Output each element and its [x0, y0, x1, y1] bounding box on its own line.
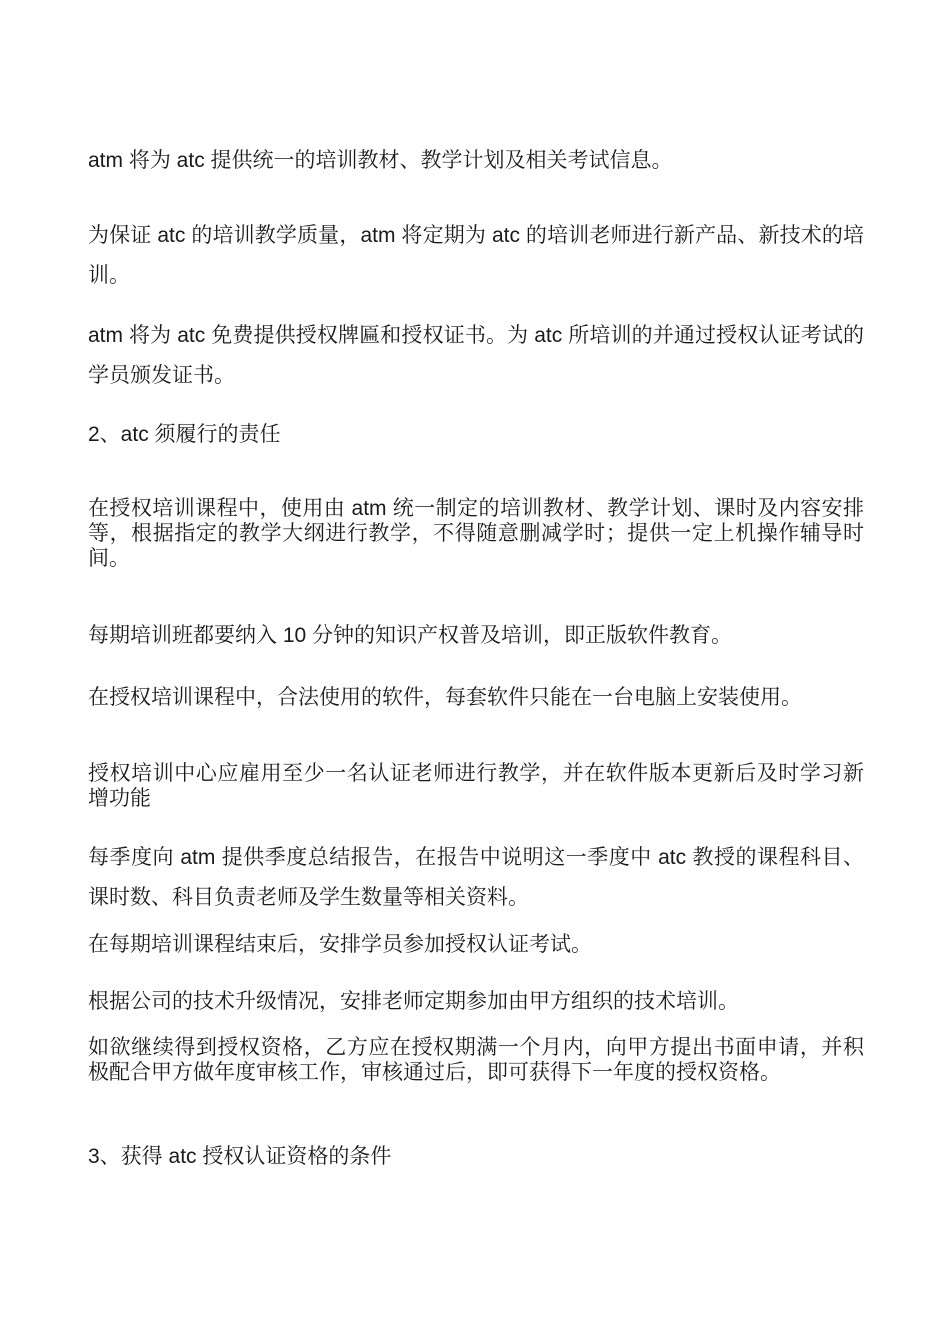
- paragraph-software-license: 在授权培训课程中，合法使用的软件，每套软件只能在一台电脑上安装使用。: [88, 686, 802, 709]
- paragraph-ip-education: 每期培训班都要纳入 10 分钟的知识产权普及培训，即正版软件教育。: [88, 624, 733, 647]
- section-heading-responsibilities: 2、atc 须履行的责任: [88, 423, 281, 446]
- paragraph-training-materials: atm 将为 atc 提供统一的培训教材、教学计划及相关考试信息。: [88, 149, 673, 172]
- paragraph-curriculum: 在授权培训课程中，使用由 atm 统一制定的培训教材、教学计划、课时及内容安排等，根据指定的教学大纲进行教学，不得随意删减学时；提供一定上机操作辅导时间。: [88, 497, 864, 570]
- section-heading-conditions: 3、获得 atc 授权认证资格的条件: [88, 1145, 392, 1168]
- paragraph-tech-upgrade: 根据公司的技术升级情况，安排老师定期参加由甲方组织的技术培训。: [88, 990, 739, 1013]
- paragraph-exam: 在每期培训课程结束后，安排学员参加授权认证考试。: [88, 933, 592, 956]
- paragraph-certified-teacher: 授权培训中心应雇用至少一名认证老师进行教学，并在软件版本更新后及时学习新增功能: [88, 762, 864, 810]
- paragraph-certificates: atm 将为 atc 免费提供授权牌匾和授权证书。为 atc 所培训的并通过授权认证考试的学员颁发证书。: [88, 324, 864, 387]
- paragraph-teacher-training: 为保证 atc 的培训教学质量，atm 将定期为 atc 的培训老师进行新产品、新技术的培训。: [88, 224, 864, 287]
- paragraph-renewal: 如欲继续得到授权资格，乙方应在授权期满一个月内，向甲方提出书面申请，并积极配合甲方做年度审核工作，审核通过后，即可获得下一年度的授权资格。: [88, 1036, 864, 1084]
- paragraph-quarterly-report: 每季度向 atm 提供季度总结报告，在报告中说明这一季度中 atc 教授的课程科目、课时数、科目负责老师及学生数量等相关资料。: [88, 846, 864, 909]
